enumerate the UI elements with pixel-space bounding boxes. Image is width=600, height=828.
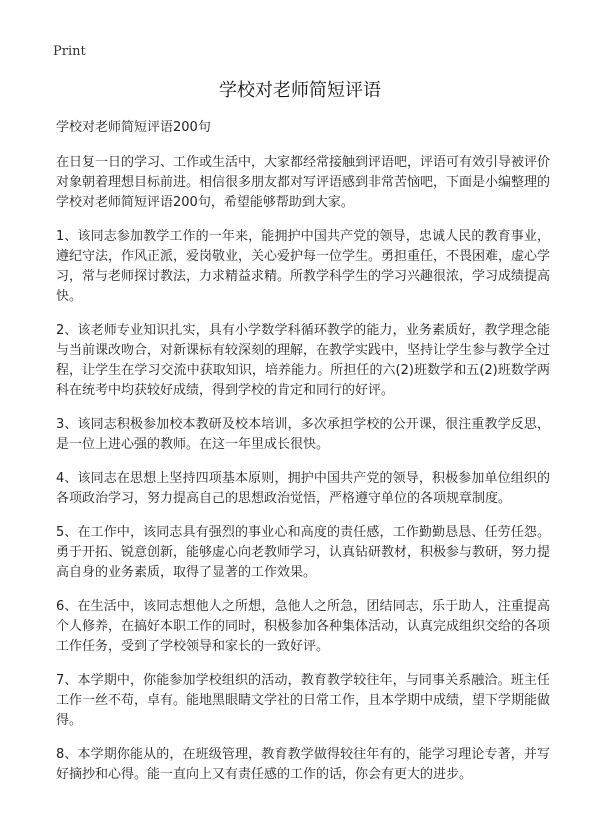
comment-paragraph-4: 4、该同志在思想上坚持四项基本原则，拥护中国共产党的领导，积极参加单位组织的各项政治学习，努力提高自己的思想政治觉悟，严格遵守单位的各项规章制度。 — [56, 471, 550, 506]
comment-paragraph-1: 1、该同志参加教学工作的一年来，能拥护中国共产党的领导，忠诚人民的教育事业，遵纪守法，作风正派，爱岗敬业，关心爱护每一位学生。勇担重任，不畏困难，虚心学习，常与老师探讨教法，力求精益求精。所教学科学生的学习兴趣很浓，学习成绩提高快。 — [56, 229, 551, 304]
comment-paragraph-7: 7、本学期中，你能参加学校组织的活动，教育教学较往年，与同事关系融洽。班主任工作一丝不苟，卓有。能地黑眼睛文学社的日常工作，且本学期中成绩，望下学期能做得。 — [56, 673, 551, 728]
intro-paragraph: 在日复一日的学习、工作或生活中，大家都经常接触到评语吧，评语可有效引导被评价对象朝着理想目标前进。相信很多朋友都对写评语感到非常苦恼吧，下面是小编整理的学校对老师简短评语200句，希望能够帮助到大家。 — [56, 155, 551, 210]
comment-paragraph-3: 3、该同志积极参加校本教研及校本培训，多次承担学校的公开课，很注重教学反思，是一位上进心强的教师。在这一年里成长很快。 — [56, 417, 550, 452]
comment-paragraph-6: 6、在生活中，该同志想他人之所想，急他人之所急，团结同志，乐于助人，注重提高个人修养，在搞好本职工作的同时，积极参加各种集体活动，认真完成组织交给的各项工作任务，受到了学校领导和家长的一致好评。 — [56, 599, 551, 654]
comment-paragraph-2: 2、该老师专业知识扎实，具有小学数学科循环教学的能力，业务素质好，教学理念能与当前课改吻合，对新课标有较深刻的理解，在教学实践中，坚持让学生参与教学全过程，让学生在学习交流中获取知识，培养能力。所担任的六(2)班数学和五(2)班数学两科在统考中均获较好成绩，得到学校的肯定和同行的好评。 — [56, 323, 551, 398]
article-body — [56, 118, 550, 799]
comment-paragraph-5: 5、在工作中，该同志具有强烈的事业心和高度的责任感，工作勤勤恳恳、任劳任怨。勇于开拓、锐意创新，能够虚心向老教师学习，认真钻研教材，积极参与教研，努力提高自身的业务素质，取得了显著的工作效果。 — [56, 525, 551, 580]
subtitle: 学校对老师简短评语200句 — [56, 120, 211, 135]
print-link[interactable]: Print — [53, 44, 86, 59]
comment-paragraph-8: 8、本学期你能从的，在班级管理，教育教学做得较往年有的，能学习理论专著，并写好摘抄和心得。能一直向上又有责任感的工作的话，你会有更大的进步。 — [56, 747, 550, 782]
page-title: 学校对老师简短评语 — [219, 80, 381, 101]
